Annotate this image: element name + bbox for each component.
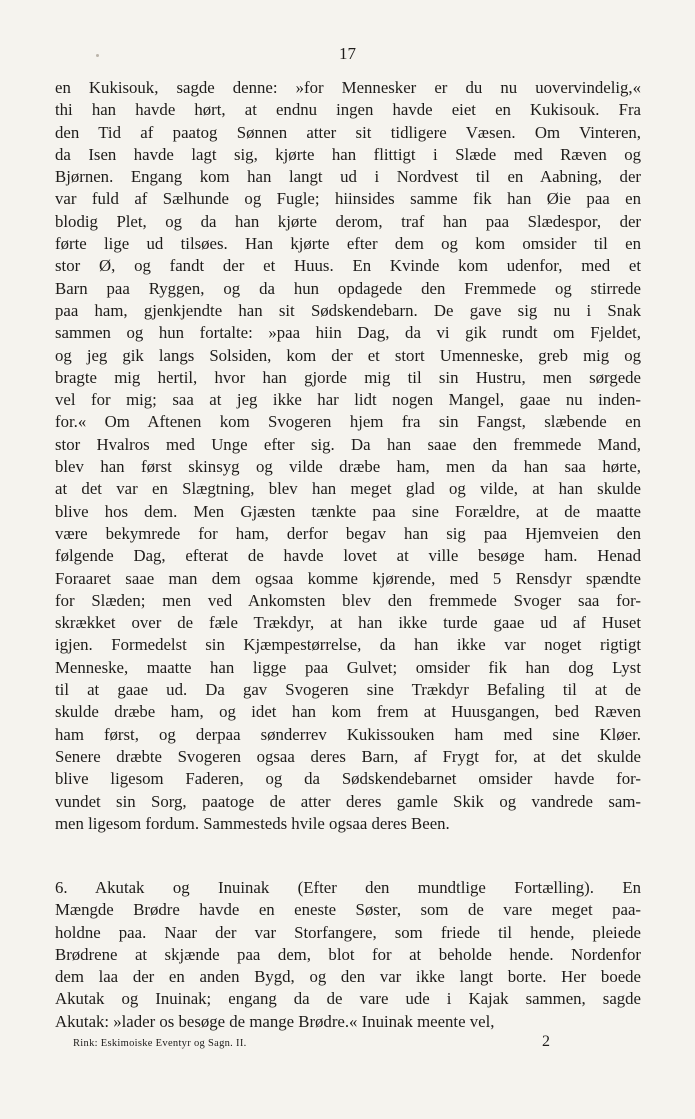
text-line: stor Hvalros med Unge efter sig. Da han saae den fremmede Mand, bbox=[55, 434, 641, 454]
text-line: Menneske, maatte han ligge paa Gulvet; omsider fik han dog Lyst bbox=[55, 657, 641, 677]
text-line: blev han først skinsyg og vilde dræbe ham, men da han saa hørte, bbox=[55, 457, 641, 477]
text-line: vundet sin Sorg, paatoge de atter deres gamle Skik og vandrede sam- bbox=[55, 791, 641, 811]
text-line: og jeg gik langs Solsiden, kom der et stort Umenneske, greb mig og bbox=[55, 345, 641, 365]
text-line: for.« Om Aftenen kom Svogeren hjem fra sin Fangst, slæbende en bbox=[55, 412, 641, 432]
text-line: være bekymrede for ham, derfor begav han sig paa Hjemveien den bbox=[55, 523, 641, 543]
footer-source: Rink: Eskimoiske Eventyr og Sagn. II. bbox=[73, 1038, 247, 1049]
text-line: bragte mig hertil, hvor han gjorde mig til sin Hustru, men sørgede bbox=[55, 367, 641, 387]
paragraph-2 bbox=[55, 877, 641, 1033]
text-line: da Isen havde lagt sig, kjørte han flittigt i Slæde med Ræven og bbox=[55, 144, 641, 164]
text-line: Akutak: »lader os besøge de mange Brødre.« Inuinak meente vel, bbox=[55, 1011, 495, 1031]
text-line: stor Ø, og fandt der et Huus. En Kvinde kom udenfor, med et bbox=[55, 256, 641, 276]
text-line: holdne paa. Naar der var Storfangere, som friede til hende, pleiede bbox=[55, 922, 641, 942]
text-line: at det var en Slægtning, blev han meget glad og vilde, at han skulde bbox=[55, 479, 641, 499]
text-line: paa ham, gjenkjendte han sit Sødskendebarn. De gave sig nu i Snak bbox=[55, 300, 641, 320]
text-line: blodig Plet, og da han kjørte derom, traf han paa Slædespor, der bbox=[55, 211, 641, 231]
paragraph-1 bbox=[55, 77, 641, 835]
text-line: men ligesom fordum. Sammesteds hvile ogsaa deres Been. bbox=[55, 813, 450, 833]
text-line: dem laa der en anden Bygd, og den var ikke langt borte. Her boede bbox=[55, 967, 641, 987]
text-line: sammen og hun fortalte: »paa hiin Dag, da vi gik rundt om Fjeldet, bbox=[55, 323, 641, 343]
text-line: skrækket over de fæle Trækdyr, at han ikke turde gaae ud af Huset bbox=[55, 613, 641, 633]
text-line: igjen. Formedelst sin Kjæmpestørrelse, da han ikke var noget rigtigt bbox=[55, 635, 641, 655]
text-line: Mængde Brødre havde en eneste Søster, som de vare meget paa- bbox=[55, 900, 641, 920]
text-line: 6. Akutak og Inuinak (Efter den mundtlige Fortælling). En bbox=[55, 878, 641, 897]
text-line: vel for mig; saa at jeg ikke har lidt nogen Mangel, gaae nu inden- bbox=[55, 390, 641, 410]
text-line: førte lige ud tilsøes. Han kjørte efter dem og kom omsider til en bbox=[55, 234, 641, 254]
text-line: Senere dræbte Svogeren ogsaa deres Barn, af Frygt for, at det skulde bbox=[55, 746, 641, 766]
text-line: blive ligesom Faderen, og da Sødskendebarnet omsider havde for- bbox=[55, 769, 641, 789]
text-line: var fuld af Sælhunde og Fugle; hiinsides samme fik han Øie paa en bbox=[55, 189, 641, 209]
text-line: for Slæden; men ved Ankomsten blev den fremmede Svoger saa for- bbox=[55, 590, 641, 610]
text-line: en Kukisouk, sagde denne: »for Mennesker er du nu uovervindelig,« bbox=[55, 78, 641, 97]
text-line: Brødrene at skjænde paa dem, blot for at beholde hende. Nordenfor bbox=[55, 944, 641, 964]
page-number: 17 bbox=[339, 44, 356, 63]
text-line: følgende Dag, efterat de havde lovet at ville besøge ham. Henad bbox=[55, 546, 641, 566]
text-line: Bjørnen. Engang kom han langt ud i Nordvest til en Aabning, der bbox=[55, 167, 641, 187]
signature-mark: 2 bbox=[542, 1033, 550, 1050]
text-line: Akutak og Inuinak; engang da de vare ude i Kajak sammen, sagde bbox=[55, 989, 641, 1009]
text-line: den Tid af paatog Sønnen atter sit tidligere Væsen. Om Vinteren, bbox=[55, 122, 641, 142]
text-line: blive hos dem. Men Gjæsten tænkte paa sine Forældre, at de maatte bbox=[55, 501, 641, 521]
text-line: ham først, og derpaa sønderrev Kukissouken ham med sine Kløer. bbox=[55, 724, 641, 744]
text-line: til at gaae ud. Da gav Svogeren sine Trækdyr Befaling til at de bbox=[55, 680, 641, 700]
text-line: thi han havde hørt, at endnu ingen havde eiet en Kukisouk. Fra bbox=[55, 100, 641, 120]
text-line: Foraaret saae man dem ogsaa komme kjørende, med 5 Rensdyr spændte bbox=[55, 568, 641, 588]
text-line: skulde dræbe ham, og idet han kom frem at Huusgangen, bed Ræven bbox=[55, 702, 641, 722]
text-line: Barn paa Ryggen, og da hun opdagede den Fremmede og stirrede bbox=[55, 278, 641, 298]
